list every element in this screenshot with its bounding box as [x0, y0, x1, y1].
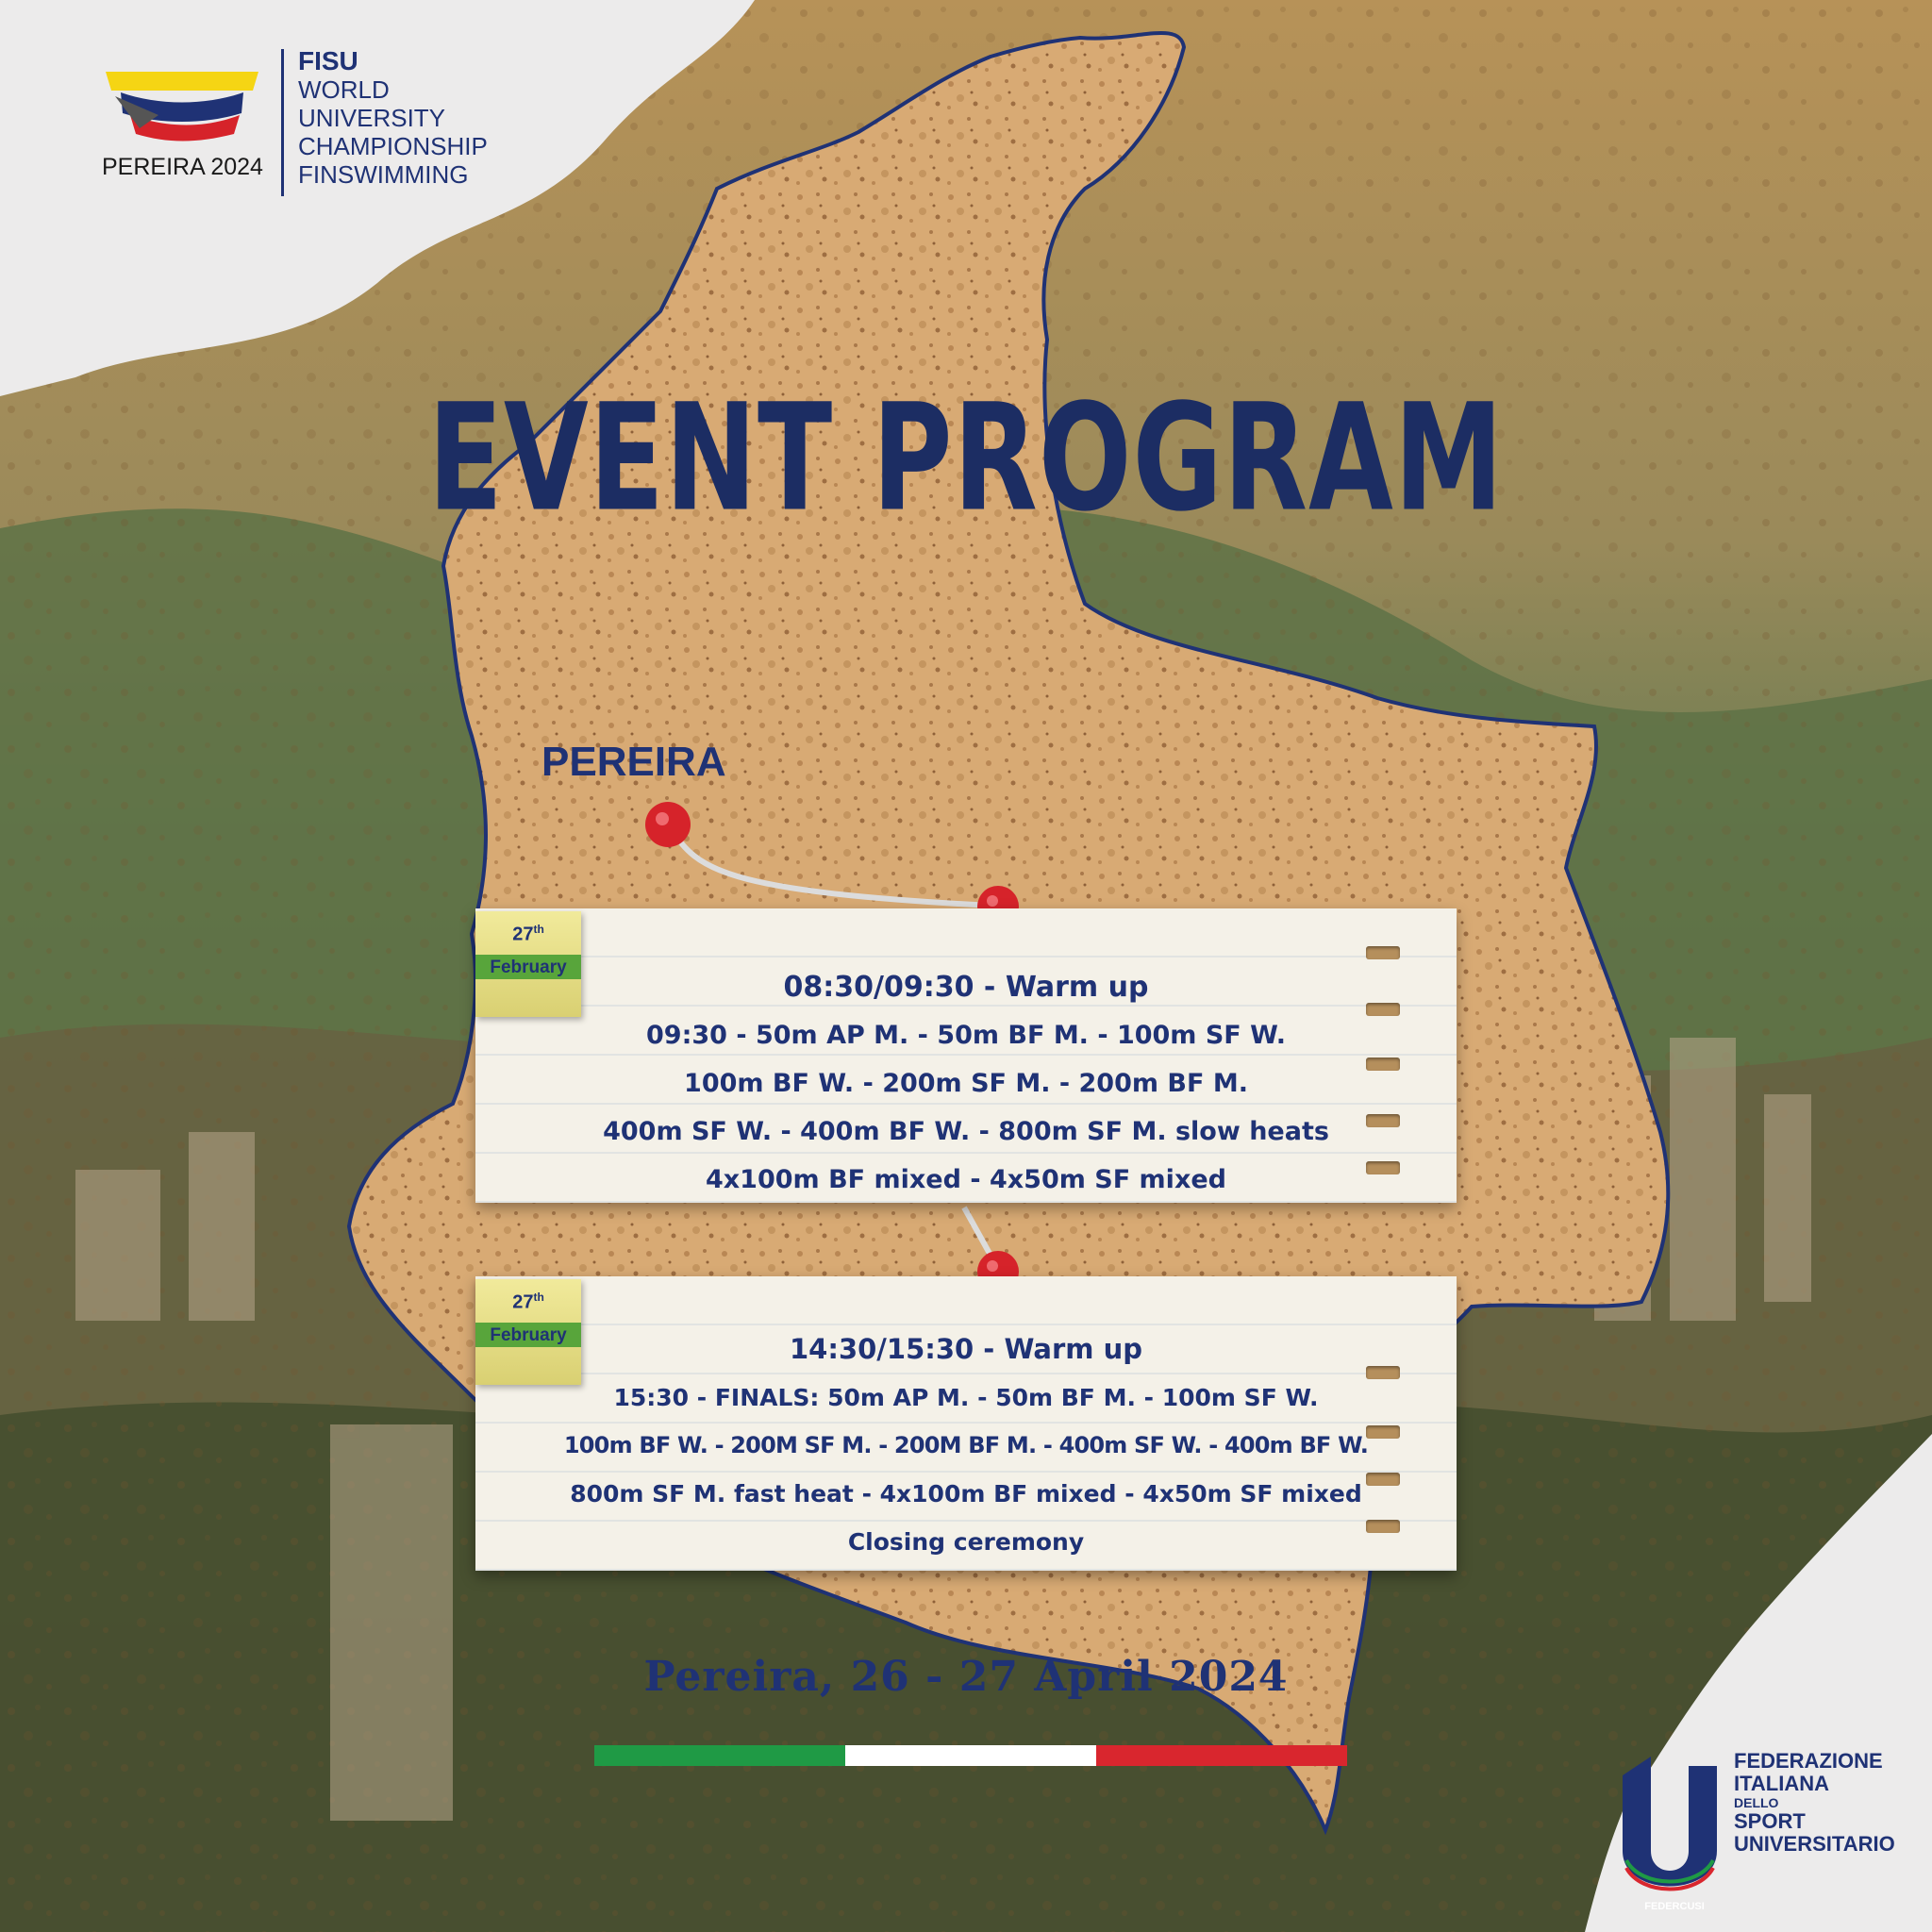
session-line: 4x100m BF mixed - 4x50m SF mixed: [705, 1165, 1226, 1194]
session-line: 400m SF W. - 400m BF W. - 800m SF M. slow heats: [603, 1117, 1329, 1146]
fisu-logo-text: [298, 47, 488, 189]
session-note-afternoon: [475, 1276, 1457, 1571]
date-sticky-note: [475, 911, 581, 1017]
map-city-label: PEREIRA: [541, 739, 726, 785]
federcusi-logo-icon: [1613, 1757, 1726, 1912]
page-title: EVENT PROGRAM: [427, 373, 1505, 545]
fisu-line-2: UNIVERSITY: [298, 104, 446, 132]
fisu-line-1: WORLD: [298, 75, 390, 104]
event-date: Pereira, 26 - 27 April 2024: [643, 1653, 1289, 1701]
session-note-morning: [475, 908, 1457, 1203]
fisu-line-3: CHAMPIONSHIP: [298, 132, 488, 160]
session-line: 08:30/09:30 - Warm up: [783, 971, 1149, 1004]
sticky-day: 27th: [512, 923, 544, 945]
sticky-month: February: [490, 958, 567, 977]
flag-stripe-red: [1096, 1745, 1347, 1766]
session-line: 100m BF W. - 200m SF M. - 200m BF M.: [684, 1069, 1248, 1098]
fed-line: FEDERAZIONE: [1734, 1749, 1883, 1773]
fisu-line-4: FINSWIMMING: [298, 160, 469, 189]
fed-line: DELLO: [1734, 1795, 1779, 1810]
session-line: Closing ceremony: [847, 1528, 1085, 1556]
sticky-month: February: [490, 1325, 567, 1345]
sticky-day: 27th: [512, 1291, 544, 1313]
pereira-2024-logo-icon: [102, 68, 262, 143]
federazione-text: [1734, 1750, 1895, 1856]
session-line: 800m SF M. fast heat - 4x100m BF mixed - 4x50m SF mixed: [570, 1480, 1362, 1507]
fed-line: ITALIANA: [1734, 1772, 1830, 1795]
flag-stripe-white: [845, 1745, 1096, 1766]
logo-divider: [281, 49, 284, 196]
event-logo-text: PEREIRA 2024: [102, 154, 263, 180]
fed-line: UNIVERSITARIO: [1734, 1832, 1895, 1856]
fed-line: SPORT: [1734, 1809, 1806, 1833]
date-sticky-note: [475, 1279, 581, 1385]
pushpin-icon: [640, 798, 696, 855]
flag-stripe-green: [594, 1745, 845, 1766]
fisu-name: FISU: [298, 46, 358, 75]
session-line: 100m BF W. - 200M SF M. - 200M BF M. - 400m SF W. - 400m BF W.: [563, 1432, 1369, 1458]
session-line: 15:30 - FINALS: 50m AP M. - 50m BF M. - 100m SF W.: [613, 1384, 1319, 1411]
session-line: 14:30/15:30 - Warm up: [790, 1333, 1142, 1365]
ring-text: FEDERCUSI: [1644, 1901, 1705, 1912]
session-line: 09:30 - 50m AP M. - 50m BF M. - 100m SF W.: [646, 1021, 1286, 1050]
